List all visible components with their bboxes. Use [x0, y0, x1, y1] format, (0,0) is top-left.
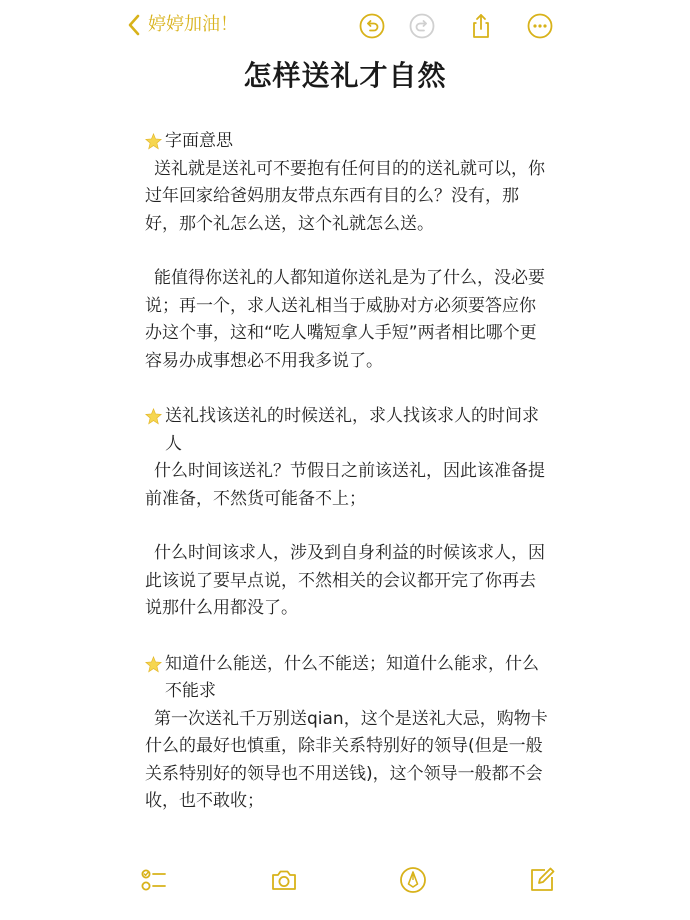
top-toolbar [0, 0, 690, 52]
paragraph: 什么时间该求人，涉及到自身利益的时候该求人，因此该说了要早点说，不然相关的会议都开完了你再去说那什么用都没了。 [145, 543, 545, 618]
checklist-icon [140, 866, 168, 894]
redo-icon [409, 13, 435, 39]
paragraph: 能值得你送礼的人都知道你送礼是为了什么，没必要说；再一个，求人送礼相当于威胁对方必须要答应你办这个事，这和“吃人嘴短拿人手短”两者相比哪个更容易办成事想必不用我多说了。 [145, 268, 545, 371]
star-icon [145, 128, 165, 155]
bottom-toolbar [0, 860, 690, 900]
section-heading [145, 403, 550, 458]
share-button[interactable] [468, 13, 494, 39]
section-heading-text: 字面意思 [165, 131, 233, 151]
redo-button[interactable] [409, 13, 435, 39]
back-button[interactable] [126, 13, 238, 37]
checklist-button[interactable] [140, 866, 168, 894]
note-title: 怎样送礼才自然 [243, 59, 447, 92]
back-label: 婷婷加油！ [148, 14, 238, 35]
note-section [145, 651, 550, 816]
paragraph: 什么时间该送礼？节假日之前该送礼，因此该准备提前准备，不然货可能备不上； [145, 461, 545, 509]
more-icon [527, 13, 553, 39]
camera-button[interactable] [270, 866, 298, 894]
section-heading-text: 送礼找该送礼的时候送礼，求人找该求人的时间求人 [165, 406, 539, 454]
undo-icon [359, 13, 385, 39]
chevron-left-icon [126, 13, 142, 37]
pen-icon [399, 866, 427, 894]
undo-button[interactable] [359, 13, 385, 39]
markup-button[interactable] [399, 866, 427, 894]
note-section [145, 128, 550, 375]
section-heading [145, 128, 550, 156]
compose-button[interactable] [528, 866, 556, 894]
section-heading [145, 651, 550, 706]
camera-icon [270, 866, 298, 894]
paragraph: 第一次送礼千万别送qian，这个是送礼大忌，购物卡什么的最好也慎重，除非关系特别好的领导(但是一般关系特别好的领导也不用送钱)，这个领导一般都不会收，也不敢收； [145, 708, 548, 811]
section-heading-text: 知道什么能送，什么不能送；知道什么能求，什么不能求 [165, 653, 539, 701]
share-icon [468, 13, 494, 39]
paragraph: 送礼就是送礼可不要抱有任何目的的送礼就可以，你过年回家给爸妈朋友带点东西有目的么？没有，那好，那个礼怎么送，这个礼就怎么送。 [145, 158, 545, 234]
star-icon [145, 651, 165, 678]
note-body[interactable] [145, 128, 550, 844]
more-button[interactable] [527, 13, 553, 39]
note-section [145, 403, 550, 623]
star-icon [145, 403, 165, 430]
compose-icon [528, 866, 556, 894]
